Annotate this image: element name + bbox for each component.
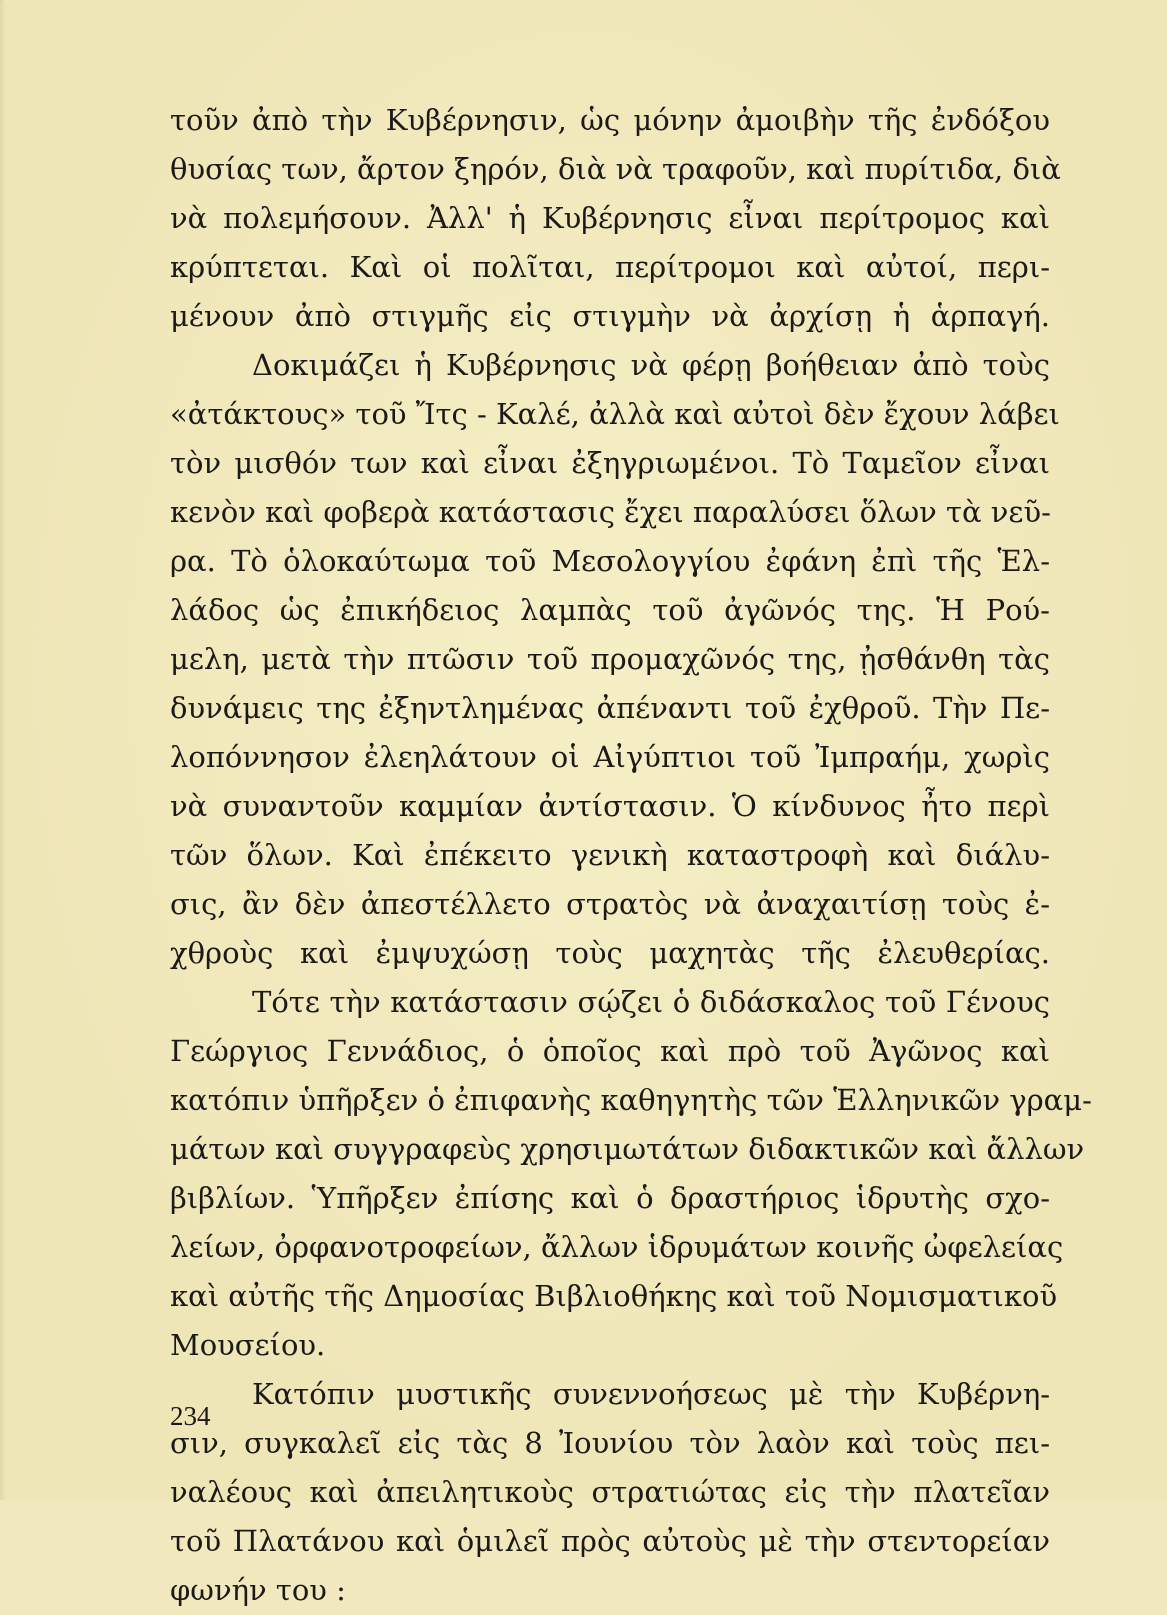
paragraph-end-line: Μουσείου.	[170, 1328, 326, 1362]
text-line: Γεώργιος Γεννάδιος, ὁ ὁποῖος καὶ πρὸ τοῦ Ἀγῶνος καὶ	[170, 1034, 1050, 1068]
paragraph-start-line: Δοκιμάζει ἡ Κυβέρνησις νὰ φέρῃ βοήθειαν ἀπὸ τοὺς	[252, 348, 1050, 382]
text-line: χθροὺς καὶ ἐμψυχώσῃ τοὺς μαχητὰς τῆς ἐλευθερίας.	[170, 936, 1050, 970]
text-line: θυσίας των, ἄρτον ξηρόν, διὰ νὰ τραφοῦν, καὶ πυρίτιδα, διὰ	[170, 152, 1061, 186]
text-line: λείων, ὀρφανοτροφείων, ἄλλων ἱδρυμάτων κοινῆς ὠφελείας	[170, 1230, 1064, 1264]
text-line: νὰ πολεμήσουν. Ἀλλ' ἡ Κυβέρνησις εἶναι περίτρομος καὶ	[170, 201, 1050, 235]
text-line: μελη, μετὰ τὴν πτῶσιν τοῦ προμαχῶνός της, ᾐσθάνθη τὰς	[170, 642, 1050, 676]
text-line: τοῦ Πλατάνου καὶ ὁμιλεῖ πρὸς αὐτοὺς μὲ τὴν στεντορείαν	[170, 1524, 1050, 1558]
text-line: σιν, συγκαλεῖ εἰς τὰς 8 Ἰουνίου τὸν λαὸν καὶ τοὺς πει-	[170, 1426, 1050, 1460]
text-line: λάδος ὡς ἐπικήδειος λαμπὰς τοῦ ἀγῶνός της. Ἡ Ρού-	[170, 593, 1050, 627]
text-line: κατόπιν ὑπῆρξεν ὁ ἐπιφανὴς καθηγητὴς τῶν Ἑλληνικῶν γραμ-	[170, 1083, 1092, 1117]
text-line: μένουν ἀπὸ στιγμῆς εἰς στιγμὴν νὰ ἀρχίσῃ ἡ ἁρπαγή.	[170, 299, 1050, 333]
page-binding-edge	[0, 0, 6, 1500]
text-line: τῶν ὅλων. Καὶ ἐπέκειτο γενικὴ καταστροφὴ καὶ διάλυ-	[170, 838, 1050, 872]
text-line: τὸν μισθόν των καὶ εἶναι ἐξηγριωμένοι. Τὸ Ταμεῖον εἶναι	[170, 446, 1050, 480]
text-line: δυνάμεις της ἐξηντλημένας ἀπέναντι τοῦ ἐχθροῦ. Τὴν Πε-	[170, 691, 1050, 725]
text-line: τοῦν ἀπὸ τὴν Κυβέρνησιν, ὡς μόνην ἀμοιβὴν τῆς ἐνδόξου	[170, 103, 1050, 137]
text-line: καὶ αὐτῆς τῆς Δημοσίας Βιβλιοθήκης καὶ τοῦ Νομισματικοῦ	[170, 1279, 1058, 1313]
text-line: λοπόννησον ἐλεηλάτουν οἱ Αἰγύπτιοι τοῦ Ἰμπραήμ, χωρὶς	[170, 740, 1050, 774]
text-line: νὰ συναντοῦν καμμίαν ἀντίστασιν. Ὁ κίνδυνος ἦτο περὶ	[170, 789, 1050, 823]
paragraph-start-line: Κατόπιν μυστικῆς συνεννοήσεως μὲ τὴν Κυβέρνη-	[252, 1377, 1050, 1411]
paragraph-end-line: φωνήν του :	[170, 1573, 346, 1607]
text-line: μάτων καὶ συγγραφεὺς χρησιμωτάτων διδακτικῶν καὶ ἄλλων	[170, 1132, 1085, 1166]
text-line: «ἀτάκτους» τοῦ Ἴτς - Καλέ, ἀλλὰ καὶ αὐτοὶ δὲν ἔχουν λάβει	[170, 397, 1060, 431]
text-line: βιβλίων. Ὑπῆρξεν ἐπίσης καὶ ὁ δραστήριος ἱδρυτὴς σχο-	[170, 1181, 1050, 1215]
text-line: ναλέους καὶ ἀπειλητικοὺς στρατιώτας εἰς τὴν πλατεῖαν	[170, 1475, 1050, 1509]
text-line: κενὸν καὶ φοβερὰ κατάστασις ἔχει παραλύσει ὅλων τὰ νεῦ-	[170, 495, 1051, 529]
text-line: ρα. Τὸ ὁλοκαύτωμα τοῦ Μεσολογγίου ἐφάνη ἐπὶ τῆς Ἑλ-	[170, 544, 1050, 578]
page-number: 234	[170, 1401, 211, 1431]
paragraph-start-line: Τότε τὴν κατάστασιν σῴζει ὁ διδάσκαλος τοῦ Γένους	[252, 985, 1050, 1019]
text-line: κρύπτεται. Καὶ οἱ πολῖται, περίτρομοι καὶ αὐτοί, περι-	[170, 250, 1050, 284]
body-text	[170, 96, 1092, 1615]
text-line: σις, ἂν δὲν ἀπεστέλλετο στρατὸς νὰ ἀναχαιτίσῃ τοὺς ἐ-	[170, 887, 1050, 921]
